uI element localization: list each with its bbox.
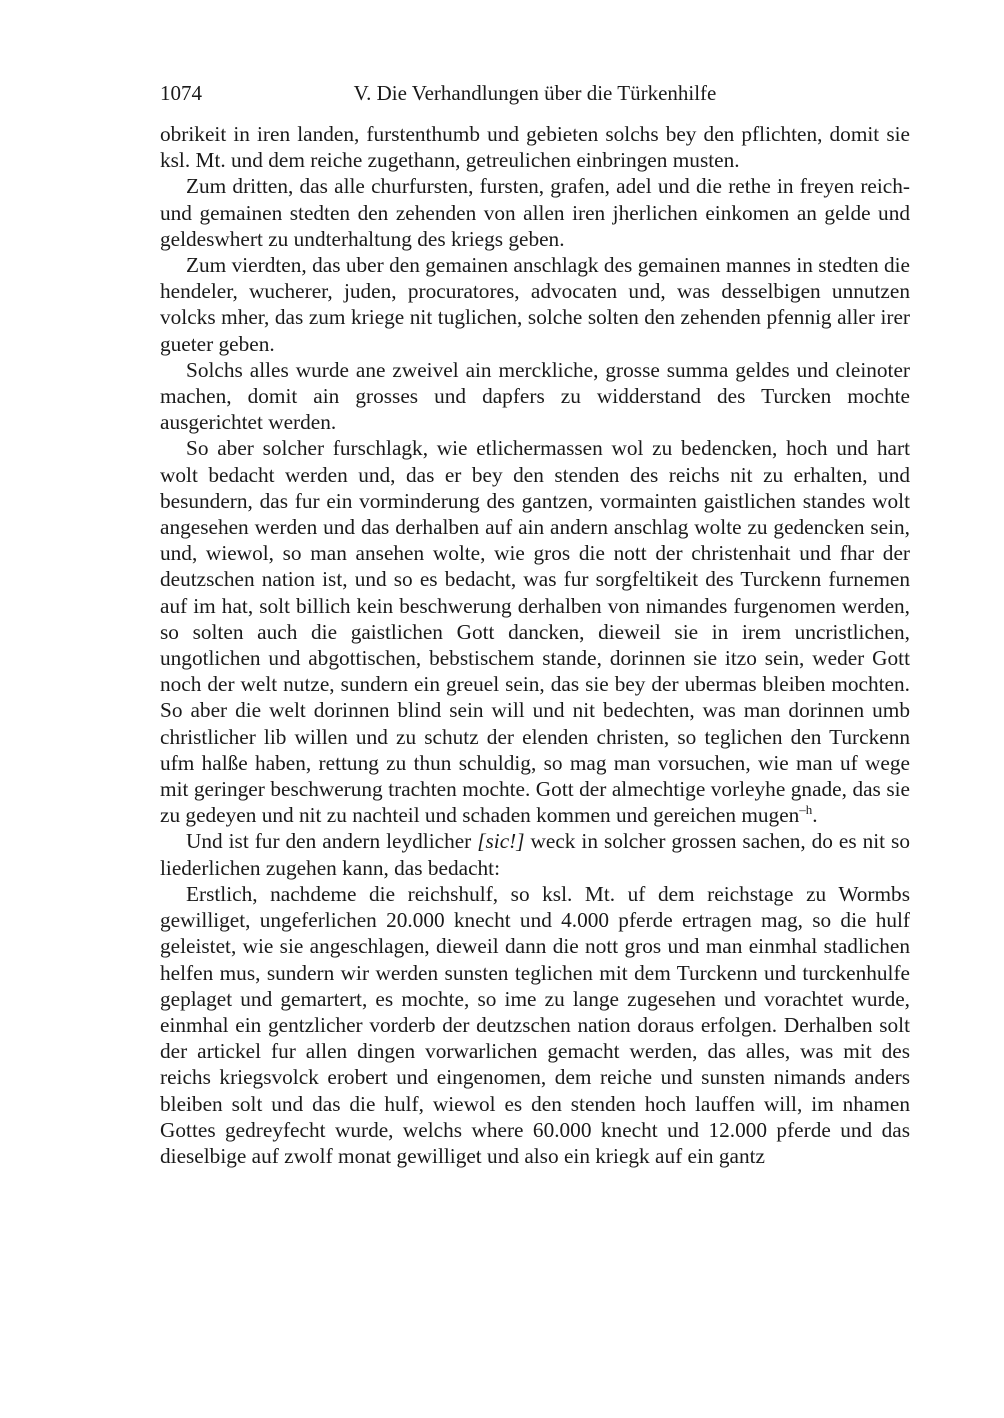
paragraph-5 bbox=[160, 435, 910, 828]
paragraph-1: obrikeit in iren landen, furstenthumb und gebieten solchs bey den pflichten, domit sie ksl. Mt. und dem reiche zugethann, getreulichen einbringen musten. bbox=[160, 122, 910, 173]
paragraph-3: Zum vierdten, das uber den gemainen anschlagk des gemainen mannes in stedten die hendeler, wucherer, juden, procuratores, advocaten und, was desselbigen unnutzen volcks mher, das zum kriege nit tuglichen, solche solten den zehenden pfennig aller irer gueter geben. bbox=[160, 253, 910, 356]
document-page bbox=[160, 78, 910, 1169]
paragraph-6-text-a: Und ist fur den andern leydlicher bbox=[186, 829, 478, 854]
footnote-marker: –h bbox=[799, 802, 813, 818]
paragraph-5-end: . bbox=[812, 803, 818, 828]
sic-annotation: [sic!] bbox=[477, 829, 525, 854]
body-text bbox=[160, 121, 910, 1169]
paragraph-4: Solchs alles wurde ane zweivel ain merckliche, grosse summa geldes und cleinoter machen, domit ain grosses und dapfers zu widderstand des Turcken mochte ausgerichtet werden. bbox=[160, 357, 910, 435]
paragraph-7: Erstlich, nachdeme die reichshulf, so ksl. Mt. uf dem reichstage zu Wormbs gewilliget, ungeferlichen 20.000 knecht und 4.000 pferde ertragen mag, so die hulf geleistet, wie sie angeschlagen, dieweil dann die nott gros und man einmhal stadlichen helfen mus, sundern wir werden sunsten teglichen mit dem Turckenn und turckenhulfe geplaget und gemartert, es mochte, so ime zu lange zugesehen und vorachtet wurde, einmhal ein gentzlicher vorderb der deutzschen nation doraus erfolgen. Derhalben solt der artickel fur allen dingen vorwarlichen gemacht werden, das alles, was mit des reichs kriegsvolck erobert und eingenomen, dem reiche und sunsten nimands anders bleiben solt und das die hulf, wiewol es den stenden hoch lauffen will, im nhamen Gottes gedreyfecht wurde, welchs where 60.000 knecht und 12.000 pferde und das dieselbige auf zwolf monat gewilliget und also ein kriegk auf ein gantz bbox=[160, 881, 910, 1168]
paragraph-6 bbox=[160, 828, 910, 880]
running-title: V. Die Verhandlungen über die Türkenhilfe bbox=[353, 81, 717, 105]
paragraph-2: Zum dritten, das alle churfursten, fursten, grafen, adel und die rethe in freyen reich- und gemainen stedten den zehenden von allen iren jherlichen einkomen an gelde und geldeswhert zu undterhaltung des kriegs geben. bbox=[160, 174, 910, 251]
paragraph-5-text: So aber solcher furschlagk, wie etlichermassen wol zu bedencken, hoch und hart wolt bedacht werden und, das er bey den stenden des reichs nit zu erhalten, und besundern, das fur ein vorminderung des gantzen, vormainten gaistlichen standes wolt angesehen werden und das derhalben auf ain andern anschlag wolte zu gedencken sein, und, wiewol, so man ansehen wolte, wie gros die nott der christenhait und fhar der deutzschen nation ist, und so es bedacht, was fur sorgfeltikeit des Turckenn furnemen auf im hat, solt billich kein beschwerung derhalben von nimandes furgenomen werden, so solten auch die gaistlichen Gott dancken, dieweil sie in irem uncristlichen, ungotlichen und abgottischen, bebstischem stande, dorinnen sie itzo sein, weder Gott noch der welt nutze, sundern ein greuel sein, das sie bey der ubermas bleiben mochten. So aber die welt dorinnen blind sein will und nit bedechten, was man dorinnen umb christlicher lib willen und zu schutz der elenden christen, so teglichen den Turckenn ufm halße haben, rettung zu thun schuldig, so mag man vorsuchen, wie man uf wege mit geringer beschwerung trachten mochte. Gott der almechtige vorleyhe gnade, das sie zu gedeyen und nit zu nachteil und schaden kommen und gereichen mugen bbox=[160, 436, 910, 828]
page-number: 1074 bbox=[160, 81, 202, 105]
running-header bbox=[160, 78, 910, 108]
paragraph-6-text-b: weck in solcher grossen sachen, do es nit so liederlichen zugehen kann, das bedacht: bbox=[160, 829, 910, 880]
